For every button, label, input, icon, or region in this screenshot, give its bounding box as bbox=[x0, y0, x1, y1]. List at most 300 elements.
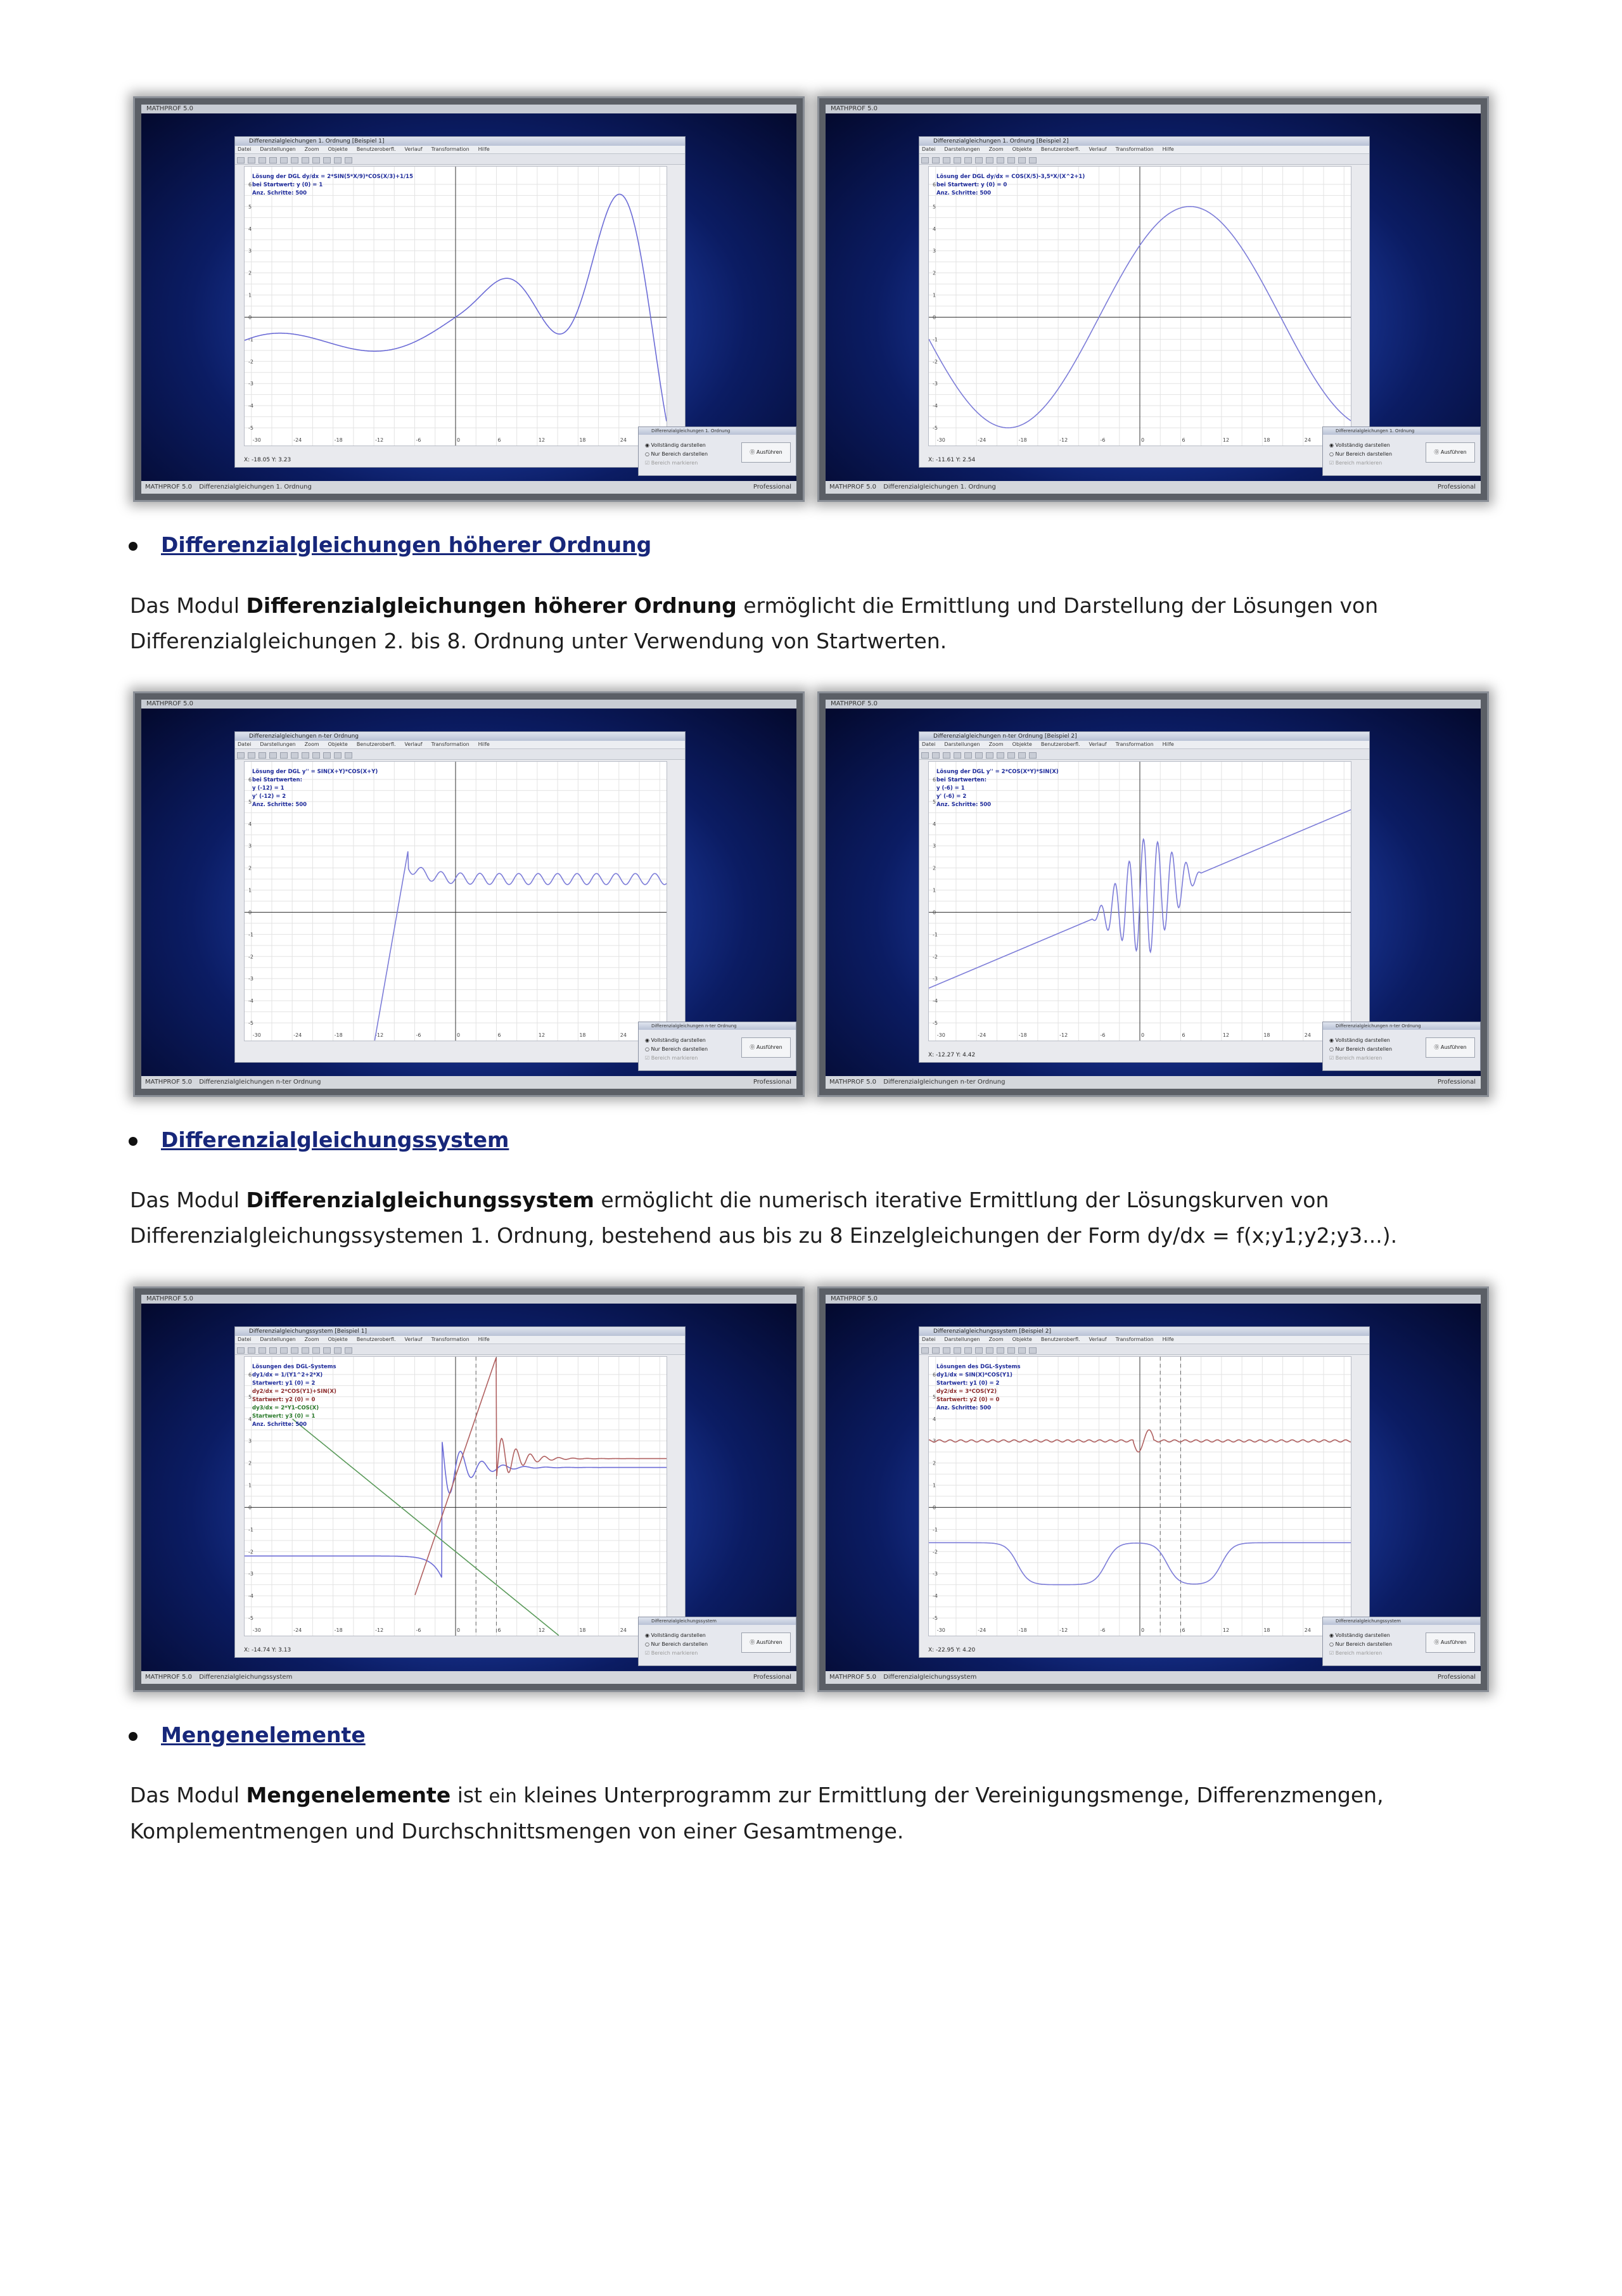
axes-icon[interactable] bbox=[302, 752, 309, 759]
coordinate-readout: X: -12.27 Y: 4.42 bbox=[928, 1052, 976, 1058]
mark-range-option[interactable]: ☑ Bereich markieren bbox=[1329, 1650, 1383, 1656]
run-button[interactable]: ⓪ Ausführen bbox=[1426, 442, 1475, 463]
desktop bbox=[141, 1295, 796, 1684]
menu-item[interactable]: Hilfe bbox=[478, 146, 490, 152]
full-view-option[interactable]: ◉ Vollständig darstellen bbox=[645, 1037, 706, 1043]
taskbar bbox=[826, 1671, 1481, 1684]
print-icon[interactable] bbox=[1018, 752, 1026, 759]
y-tick-label: -5 bbox=[248, 1615, 253, 1622]
y-tick-label: 1 bbox=[248, 887, 252, 894]
menu-item[interactable]: Hilfe bbox=[1162, 146, 1174, 152]
y-tick-label: 0 bbox=[248, 314, 252, 321]
y-tick-label: 6 bbox=[933, 1371, 936, 1378]
equation-info: Lösung der DGL dy/dx = 2*SIN(5*X/9)*COS(X/3)+1/15 bbox=[252, 174, 414, 180]
edit-icon[interactable] bbox=[280, 1347, 288, 1354]
control-panel bbox=[1322, 1617, 1481, 1666]
x-tick-label: -6 bbox=[416, 1627, 421, 1633]
help-icon[interactable] bbox=[345, 1347, 352, 1354]
app-window bbox=[234, 731, 686, 1063]
menu-item[interactable]: Verlauf bbox=[404, 1337, 423, 1342]
y-tick-label: -3 bbox=[933, 976, 938, 982]
y-tick-label: -3 bbox=[933, 381, 938, 387]
y-tick-label: 4 bbox=[248, 226, 252, 232]
bullet-menge bbox=[129, 1732, 137, 1741]
axes-icon[interactable] bbox=[986, 1347, 993, 1354]
edit-icon[interactable] bbox=[964, 752, 972, 759]
x-tick-label: -30 bbox=[936, 437, 945, 443]
y-tick-label: -2 bbox=[933, 954, 938, 960]
x-tick-label: 6 bbox=[497, 1627, 501, 1633]
equation-info: Anz. Schritte: 500 bbox=[252, 190, 307, 196]
plot-svg bbox=[245, 167, 667, 446]
menu-item[interactable]: Datei bbox=[238, 741, 252, 747]
screenshot-6 bbox=[817, 1286, 1489, 1692]
range-only-option[interactable]: ○ Nur Bereich darstellen bbox=[1329, 1046, 1393, 1052]
full-view-option[interactable]: ◉ Vollständig darstellen bbox=[645, 1632, 706, 1638]
os-title: MATHPROF 5.0 bbox=[826, 1295, 1481, 1304]
edit-icon[interactable] bbox=[964, 157, 972, 164]
select-icon[interactable] bbox=[921, 157, 929, 164]
mark-range-option[interactable]: ☑ Bereich markieren bbox=[645, 1055, 698, 1061]
paragraph-hoehere-ordnung: Das Modul Differenzialgleichungen höherer Ordnung ermöglicht die Ermittlung und Darstellung der Lösungen von Differenzialgleichungen 2. bis 8. Ordnung unter Verwendung von Startwerten. bbox=[130, 593, 1379, 653]
x-tick-label: 18 bbox=[579, 437, 586, 443]
equation-info: bei Startwert: y (0) = 0 bbox=[936, 182, 1007, 188]
menu-item[interactable]: Benutzeroberfl. bbox=[356, 1337, 396, 1342]
menu-item[interactable]: Verlauf bbox=[1089, 146, 1107, 152]
range-only-option[interactable]: ○ Nur Bereich darstellen bbox=[1329, 1641, 1393, 1647]
app-window bbox=[234, 1326, 686, 1658]
range-only-option[interactable]: ○ Nur Bereich darstellen bbox=[645, 1641, 708, 1647]
settings-icon[interactable] bbox=[997, 752, 1004, 759]
screenshot-2 bbox=[817, 96, 1489, 502]
equation-info: Anz. Schritte: 500 bbox=[936, 802, 992, 808]
select-icon[interactable] bbox=[237, 752, 245, 759]
x-tick-label: -12 bbox=[1059, 1627, 1068, 1633]
menu-item[interactable]: Zoom bbox=[988, 146, 1004, 152]
menu-item[interactable]: Zoom bbox=[988, 741, 1004, 747]
taskbar-task[interactable]: Differenzialgleichungssystem bbox=[199, 1674, 293, 1681]
zoom-out-icon[interactable] bbox=[259, 752, 266, 759]
settings-icon[interactable] bbox=[312, 157, 320, 164]
help-icon[interactable] bbox=[1029, 1347, 1037, 1354]
taskbar-task[interactable]: Differenzialgleichungen 1. Ordnung bbox=[883, 484, 996, 491]
coordinate-readout: X: -14.74 Y: 3.13 bbox=[244, 1647, 291, 1653]
x-tick-label: -6 bbox=[416, 1032, 421, 1038]
x-tick-label: -30 bbox=[252, 437, 261, 443]
edit-icon[interactable] bbox=[964, 1347, 972, 1354]
window-title: Differenzialgleichungen n-ter Ordnung [Beispiel 2] bbox=[919, 732, 1369, 741]
zoom-fit-icon[interactable] bbox=[954, 752, 961, 759]
run-button[interactable]: ⓪ Ausführen bbox=[1426, 1632, 1475, 1653]
menu-item[interactable]: Benutzeroberfl. bbox=[356, 146, 396, 152]
taskbar-app: MATHPROF 5.0 bbox=[145, 484, 193, 491]
menu-item[interactable]: Benutzeroberfl. bbox=[1040, 146, 1080, 152]
control-panel bbox=[638, 426, 796, 476]
range-only-option[interactable]: ○ Nur Bereich darstellen bbox=[645, 1046, 708, 1052]
menu-item[interactable]: Zoom bbox=[304, 146, 319, 152]
x-tick-label: 6 bbox=[497, 437, 501, 443]
taskbar bbox=[141, 481, 796, 494]
menu-item[interactable]: Hilfe bbox=[478, 741, 490, 747]
x-tick-label: -24 bbox=[293, 437, 302, 443]
menu-item[interactable]: Verlauf bbox=[404, 146, 423, 152]
close-icon[interactable] bbox=[1007, 752, 1015, 759]
menu-item[interactable]: Objekte bbox=[328, 1337, 348, 1342]
zoom-fit-icon[interactable] bbox=[269, 752, 277, 759]
x-tick-label: 24 bbox=[620, 437, 627, 443]
range-only-option[interactable]: ○ Nur Bereich darstellen bbox=[645, 451, 708, 457]
menu-item[interactable]: Darstellungen bbox=[944, 146, 980, 152]
mark-range-option[interactable]: ☑ Bereich markieren bbox=[645, 1650, 698, 1656]
toolbar bbox=[235, 154, 685, 165]
equation-info: dy1/dx = 1/(Y1^2+2*X) bbox=[252, 1372, 323, 1378]
menu-item[interactable]: Transformation bbox=[1115, 741, 1154, 747]
coordinate-readout: X: -22.95 Y: 4.20 bbox=[928, 1647, 976, 1653]
plot-area[interactable] bbox=[244, 761, 667, 1041]
taskbar bbox=[826, 1076, 1481, 1089]
help-icon[interactable] bbox=[1029, 752, 1037, 759]
y-tick-label: 5 bbox=[933, 203, 936, 210]
menu-item[interactable]: Hilfe bbox=[1162, 1337, 1174, 1342]
heading-hoehere-ordnung[interactable]: Differenzialgleichungen höherer Ordnung bbox=[161, 532, 652, 557]
paragraph-mengenelemente: Das Modul Mengenelemente ist ein kleines Unterprogramm zur Ermittlung der Vereinigungsmenge, Differenzmengen, Komplementmengen und Durchschnittsmengen von einer Gesamtmenge. bbox=[130, 1783, 1384, 1844]
x-tick-label: 0 bbox=[1141, 437, 1145, 443]
menu-item[interactable]: Verlauf bbox=[404, 741, 423, 747]
plot-area[interactable] bbox=[244, 166, 667, 446]
plot-area[interactable] bbox=[244, 1356, 667, 1636]
screenshot-4 bbox=[817, 691, 1489, 1097]
zoom-out-icon[interactable] bbox=[259, 157, 266, 164]
run-button[interactable]: ⓪ Ausführen bbox=[741, 1037, 791, 1058]
x-tick-label: -18 bbox=[1018, 1032, 1027, 1038]
control-panel-title: Differenzialgleichungssystem bbox=[639, 1617, 796, 1625]
x-tick-label: -24 bbox=[978, 437, 987, 443]
x-tick-label: -18 bbox=[1018, 1627, 1027, 1633]
zoom-fit-icon[interactable] bbox=[269, 157, 277, 164]
menu-item[interactable]: Datei bbox=[238, 1337, 252, 1342]
equation-info: Startwert: y3 (0) = 1 bbox=[252, 1413, 316, 1420]
full-view-option[interactable]: ◉ Vollständig darstellen bbox=[1329, 442, 1390, 448]
menu-item[interactable]: Darstellungen bbox=[260, 1337, 296, 1342]
axes-icon[interactable] bbox=[302, 1347, 309, 1354]
run-button[interactable]: ⓪ Ausführen bbox=[1426, 1037, 1475, 1058]
heading-system[interactable]: Differenzialgleichungssystem bbox=[161, 1127, 509, 1152]
menu-item[interactable]: Datei bbox=[922, 1337, 936, 1342]
y-tick-label: 3 bbox=[933, 1438, 936, 1444]
y-tick-label: -1 bbox=[933, 932, 938, 938]
y-tick-label: -2 bbox=[248, 359, 253, 365]
menu-item[interactable]: Objekte bbox=[1012, 146, 1032, 152]
y-tick-label: 0 bbox=[933, 1504, 936, 1511]
settings-icon[interactable] bbox=[312, 752, 320, 759]
plot-area[interactable] bbox=[928, 761, 1351, 1041]
y-tick-label: 4 bbox=[933, 1416, 936, 1422]
x-tick-label: -30 bbox=[936, 1032, 945, 1038]
taskbar-edition: Professional bbox=[753, 484, 791, 491]
run-button[interactable]: ⓪ Ausführen bbox=[741, 1632, 791, 1653]
x-tick-label: 24 bbox=[620, 1627, 627, 1633]
taskbar-edition: Professional bbox=[1437, 1674, 1476, 1681]
x-tick-label: -6 bbox=[1100, 1627, 1106, 1633]
edit-icon[interactable] bbox=[280, 157, 288, 164]
menu-item[interactable]: Transformation bbox=[1115, 146, 1154, 152]
grid-icon[interactable] bbox=[975, 752, 983, 759]
taskbar-task[interactable]: Differenzialgleichungssystem bbox=[883, 1674, 977, 1681]
zoom-in-icon[interactable] bbox=[248, 752, 255, 759]
taskbar-edition: Professional bbox=[1437, 484, 1476, 491]
select-icon[interactable] bbox=[921, 752, 929, 759]
menu-item[interactable]: Hilfe bbox=[1162, 741, 1174, 747]
y-tick-label: 4 bbox=[248, 1416, 252, 1422]
taskbar-app: MATHPROF 5.0 bbox=[829, 1674, 877, 1681]
full-view-option[interactable]: ◉ Vollständig darstellen bbox=[1329, 1632, 1390, 1638]
y-tick-label: -1 bbox=[248, 337, 253, 343]
help-icon[interactable] bbox=[345, 752, 352, 759]
equation-info: bei Startwerten: bbox=[252, 777, 302, 783]
close-icon[interactable] bbox=[323, 157, 331, 164]
y-tick-label: 6 bbox=[933, 181, 936, 188]
desktop bbox=[826, 1295, 1481, 1684]
zoom-fit-icon[interactable] bbox=[954, 1347, 961, 1354]
select-icon[interactable] bbox=[921, 1347, 929, 1354]
menu-item[interactable]: Darstellungen bbox=[260, 146, 296, 152]
close-icon[interactable] bbox=[323, 752, 331, 759]
plot-svg bbox=[245, 762, 667, 1041]
menu-item[interactable]: Objekte bbox=[1012, 741, 1032, 747]
plot-svg bbox=[929, 1357, 1351, 1636]
equation-info: Lösung der DGL y'' = 2*COS(X*Y)*SIN(X) bbox=[936, 769, 1059, 775]
taskbar-edition: Professional bbox=[753, 1079, 791, 1086]
y-tick-label: 3 bbox=[933, 843, 936, 849]
grid-icon[interactable] bbox=[975, 1347, 983, 1354]
toolbar bbox=[235, 749, 685, 760]
menu-bar bbox=[235, 1336, 685, 1344]
plot-svg bbox=[245, 1357, 667, 1636]
x-tick-label: -6 bbox=[1100, 1032, 1106, 1038]
menu-item[interactable]: Verlauf bbox=[1089, 1337, 1107, 1342]
os-title: MATHPROF 5.0 bbox=[826, 700, 1481, 709]
toolbar bbox=[235, 1344, 685, 1355]
equation-info: dy2/dx = 3*COS(Y2) bbox=[936, 1389, 997, 1395]
menu-item[interactable]: Benutzeroberfl. bbox=[1040, 1337, 1080, 1342]
y-tick-label: -1 bbox=[933, 337, 938, 343]
grid-icon[interactable] bbox=[291, 157, 298, 164]
equation-info: Startwert: y2 (0) = 0 bbox=[936, 1397, 1000, 1403]
zoom-fit-icon[interactable] bbox=[269, 1347, 277, 1354]
x-tick-label: 18 bbox=[579, 1032, 586, 1038]
x-tick-label: -18 bbox=[334, 1032, 343, 1038]
x-tick-label: 12 bbox=[538, 437, 546, 443]
menu-item[interactable]: Datei bbox=[922, 146, 936, 152]
x-tick-label: 0 bbox=[457, 1627, 461, 1633]
control-panel bbox=[638, 1617, 796, 1666]
full-view-option[interactable]: ◉ Vollständig darstellen bbox=[645, 442, 706, 448]
y-tick-label: 0 bbox=[933, 314, 936, 321]
settings-icon[interactable] bbox=[997, 157, 1004, 164]
toolbar bbox=[919, 1344, 1369, 1355]
y-tick-label: -2 bbox=[248, 1549, 253, 1555]
mark-range-option[interactable]: ☑ Bereich markieren bbox=[1329, 460, 1383, 466]
y-tick-label: 3 bbox=[248, 843, 252, 849]
y-tick-label: 1 bbox=[248, 1482, 252, 1489]
menu-item[interactable]: Transformation bbox=[1115, 1337, 1154, 1342]
control-panel bbox=[638, 1022, 796, 1071]
y-tick-label: -4 bbox=[933, 1593, 938, 1600]
menu-item[interactable]: Objekte bbox=[1012, 1337, 1032, 1342]
control-panel-title: Differenzialgleichungen n-ter Ordnung bbox=[1323, 1022, 1480, 1030]
x-tick-label: -30 bbox=[936, 1627, 945, 1633]
x-tick-label: 12 bbox=[538, 1032, 546, 1038]
edit-icon[interactable] bbox=[280, 752, 288, 759]
zoom-out-icon[interactable] bbox=[943, 752, 950, 759]
zoom-out-icon[interactable] bbox=[943, 157, 950, 164]
bullet-hoehere bbox=[129, 542, 137, 551]
run-button[interactable]: ⓪ Ausführen bbox=[741, 442, 791, 463]
screenshot-1 bbox=[133, 96, 805, 502]
plot-area[interactable] bbox=[928, 1356, 1351, 1636]
taskbar-edition: Professional bbox=[1437, 1079, 1476, 1086]
close-icon[interactable] bbox=[323, 1347, 331, 1354]
toolbar bbox=[919, 154, 1369, 165]
grid-icon[interactable] bbox=[291, 752, 298, 759]
taskbar-task[interactable]: Differenzialgleichungen n-ter Ordnung bbox=[883, 1079, 1006, 1086]
full-view-option[interactable]: ◉ Vollständig darstellen bbox=[1329, 1037, 1390, 1043]
y-tick-label: 4 bbox=[933, 821, 936, 827]
menu-item[interactable]: Objekte bbox=[328, 741, 348, 747]
y-tick-label: 0 bbox=[933, 909, 936, 916]
menu-item[interactable]: Darstellungen bbox=[944, 741, 980, 747]
y-tick-label: 5 bbox=[933, 1394, 936, 1400]
menu-item[interactable]: Objekte bbox=[328, 146, 348, 152]
axes-icon[interactable] bbox=[986, 752, 993, 759]
menu-item[interactable]: Transformation bbox=[431, 1337, 469, 1342]
mark-range-option[interactable]: ☑ Bereich markieren bbox=[1329, 1055, 1383, 1061]
y-tick-label: -2 bbox=[933, 359, 938, 365]
x-tick-label: 18 bbox=[1263, 1032, 1270, 1038]
zoom-in-icon[interactable] bbox=[932, 157, 940, 164]
taskbar-task[interactable]: Differenzialgleichungen 1. Ordnung bbox=[199, 484, 312, 491]
control-panel-title: Differenzialgleichungssystem bbox=[1323, 1617, 1480, 1625]
menu-item[interactable]: Transformation bbox=[431, 741, 469, 747]
taskbar-task[interactable]: Differenzialgleichungen n-ter Ordnung bbox=[199, 1079, 321, 1086]
y-tick-label: 6 bbox=[248, 181, 252, 188]
menu-bar bbox=[919, 146, 1369, 154]
zoom-in-icon[interactable] bbox=[248, 157, 255, 164]
screenshot-3 bbox=[133, 691, 805, 1097]
y-tick-label: -5 bbox=[248, 1020, 253, 1027]
taskbar bbox=[141, 1671, 796, 1684]
y-tick-label: 5 bbox=[248, 798, 252, 805]
help-icon[interactable] bbox=[1029, 157, 1037, 164]
y-tick-label: 6 bbox=[933, 776, 936, 783]
y-tick-label: 2 bbox=[248, 270, 252, 276]
menu-item[interactable]: Benutzeroberfl. bbox=[1040, 741, 1080, 747]
equation-info: Anz. Schritte: 500 bbox=[936, 1405, 992, 1411]
print-icon[interactable] bbox=[1018, 157, 1026, 164]
x-tick-label: 0 bbox=[457, 1032, 461, 1038]
y-tick-label: -3 bbox=[248, 976, 253, 982]
grid-icon[interactable] bbox=[975, 157, 983, 164]
menu-item[interactable]: Darstellungen bbox=[944, 1337, 980, 1342]
menu-item[interactable]: Benutzeroberfl. bbox=[356, 741, 396, 747]
menu-item[interactable]: Zoom bbox=[304, 741, 319, 747]
help-icon[interactable] bbox=[345, 157, 352, 164]
y-tick-label: -5 bbox=[933, 1020, 938, 1027]
x-tick-label: 24 bbox=[1304, 1032, 1311, 1038]
x-tick-label: -18 bbox=[334, 437, 343, 443]
equation-info: Lösung der DGL y'' = SIN(X+Y)*COS(X+Y) bbox=[252, 769, 378, 775]
menu-item[interactable]: Zoom bbox=[304, 1337, 319, 1342]
heading-mengenelemente[interactable]: Mengenelemente bbox=[161, 1722, 366, 1747]
zoom-out-icon[interactable] bbox=[943, 1347, 950, 1354]
mark-range-option[interactable]: ☑ Bereich markieren bbox=[645, 460, 698, 466]
zoom-in-icon[interactable] bbox=[932, 752, 940, 759]
y-tick-label: 3 bbox=[933, 248, 936, 254]
equation-info: dy1/dx = SIN(X)*COS(Y1) bbox=[936, 1372, 1012, 1378]
equation-info: bei Startwerten: bbox=[936, 777, 987, 783]
window-title: Differenzialgleichungen 1. Ordnung [Beispiel 2] bbox=[919, 137, 1369, 146]
axes-icon[interactable] bbox=[302, 157, 309, 164]
desktop bbox=[141, 105, 796, 494]
equation-info: bei Startwert: y (0) = 1 bbox=[252, 182, 323, 188]
zoom-fit-icon[interactable] bbox=[954, 157, 961, 164]
control-panel bbox=[1322, 1022, 1481, 1071]
print-icon[interactable] bbox=[1018, 1347, 1026, 1354]
menu-item[interactable]: Hilfe bbox=[478, 1337, 490, 1342]
menu-item[interactable]: Datei bbox=[922, 741, 936, 747]
range-only-option[interactable]: ○ Nur Bereich darstellen bbox=[1329, 451, 1393, 457]
window-title: Differenzialgleichungssystem [Beispiel 1] bbox=[235, 1327, 685, 1336]
plot-area[interactable] bbox=[928, 166, 1351, 446]
control-panel-title: Differenzialgleichungen n-ter Ordnung bbox=[639, 1022, 796, 1030]
close-icon[interactable] bbox=[1007, 157, 1015, 164]
x-tick-label: -24 bbox=[293, 1032, 302, 1038]
menu-item[interactable]: Zoom bbox=[988, 1337, 1004, 1342]
settings-icon[interactable] bbox=[312, 1347, 320, 1354]
y-tick-label: -5 bbox=[933, 1615, 938, 1622]
zoom-out-icon[interactable] bbox=[259, 1347, 266, 1354]
app-window bbox=[919, 136, 1370, 468]
menu-item[interactable]: Darstellungen bbox=[260, 741, 296, 747]
print-icon[interactable] bbox=[334, 157, 342, 164]
y-tick-label: -4 bbox=[248, 403, 253, 409]
print-icon[interactable] bbox=[334, 752, 342, 759]
menu-bar bbox=[919, 741, 1369, 749]
axes-icon[interactable] bbox=[986, 157, 993, 164]
x-tick-label: -6 bbox=[416, 437, 421, 443]
select-icon[interactable] bbox=[237, 1347, 245, 1354]
menu-item[interactable]: Datei bbox=[238, 146, 252, 152]
taskbar bbox=[141, 1076, 796, 1089]
y-tick-label: -3 bbox=[933, 1571, 938, 1577]
zoom-in-icon[interactable] bbox=[248, 1347, 255, 1354]
settings-icon[interactable] bbox=[997, 1347, 1004, 1354]
menu-item[interactable]: Transformation bbox=[431, 146, 469, 152]
select-icon[interactable] bbox=[237, 157, 245, 164]
close-icon[interactable] bbox=[1007, 1347, 1015, 1354]
menu-item[interactable]: Verlauf bbox=[1089, 741, 1107, 747]
y-tick-label: 3 bbox=[248, 1438, 252, 1444]
zoom-in-icon[interactable] bbox=[932, 1347, 940, 1354]
solution-curve bbox=[415, 1357, 667, 1595]
x-tick-label: -12 bbox=[1059, 1032, 1068, 1038]
print-icon[interactable] bbox=[334, 1347, 342, 1354]
grid-icon[interactable] bbox=[291, 1347, 298, 1354]
window-title: Differenzialgleichungssystem [Beispiel 2] bbox=[919, 1327, 1369, 1336]
coordinate-readout: X: -18.05 Y: 3.23 bbox=[244, 457, 291, 463]
taskbar-app: MATHPROF 5.0 bbox=[145, 1674, 193, 1681]
x-tick-label: 6 bbox=[1182, 1032, 1185, 1038]
